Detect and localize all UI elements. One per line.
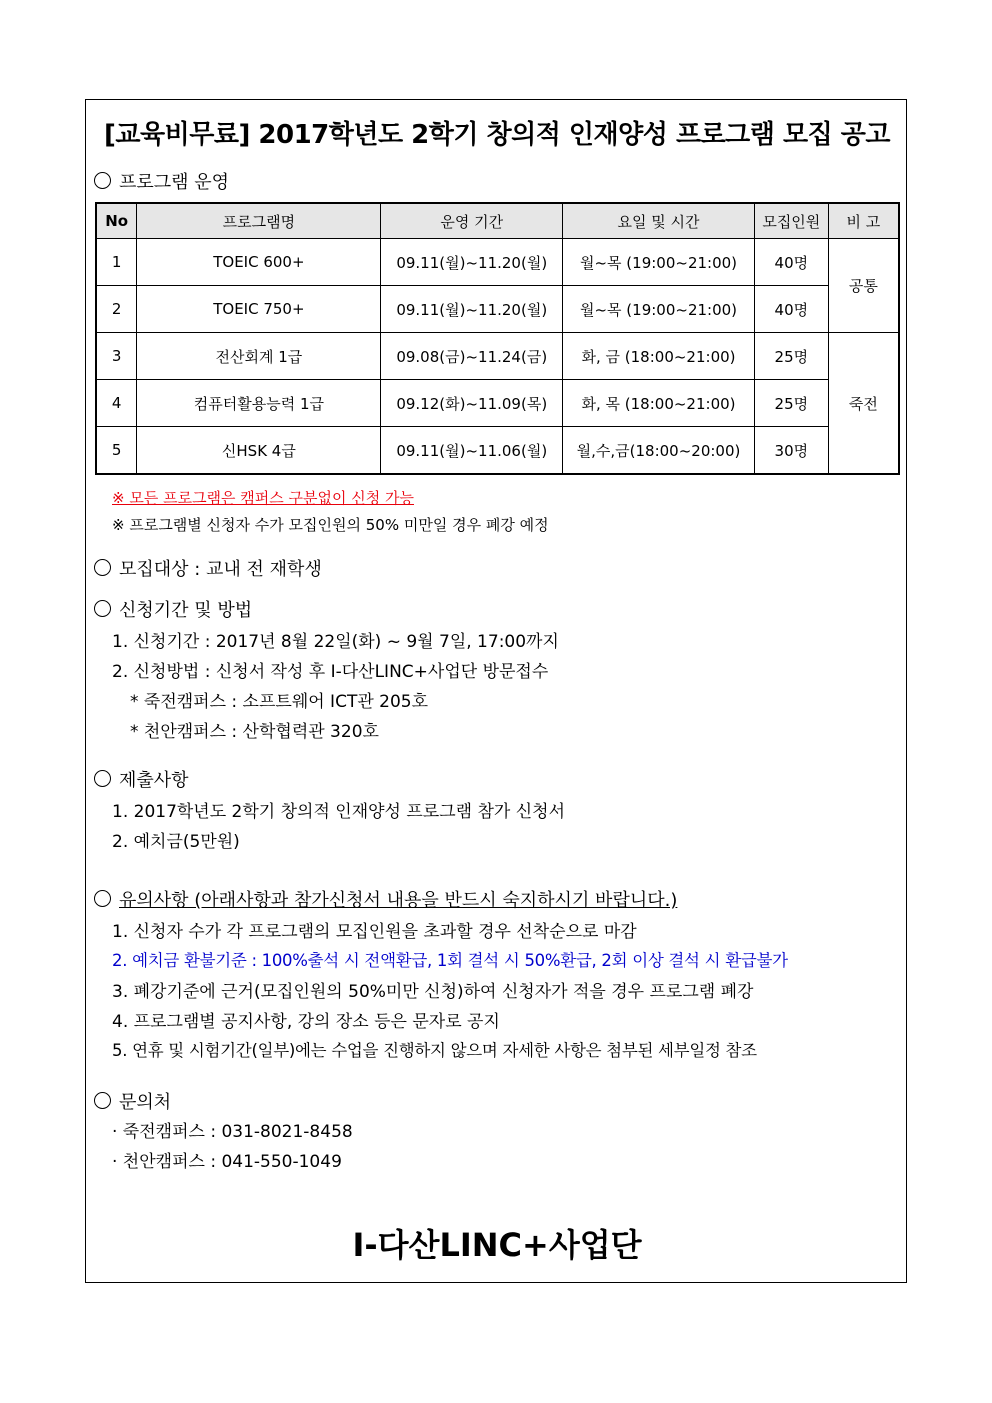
cell-name: 전산회계 1급 [137,333,381,380]
apply-cheonan: * 천안캠퍼스 : 산학협력관 320호 [130,722,379,742]
caution-item: 5. 연휴 및 시험기간(일부)에는 수업을 진행하지 않으며 자세한 사항은 첨부된 세부일정 참조 [112,1041,757,1060]
cell-name: TOEIC 600+ [137,239,381,286]
cell-period: 09.08(금)~11.24(금) [381,333,563,380]
caution-refund: 2. 예치금 환불기준 : 100%출석 시 전액환급, 1회 결석 시 50%환급, 2회 이상 결석 시 환급불가 [112,951,788,970]
section-caution-heading: 유의사항 (아래사항과 참가신청서 내용을 반드시 숙지하시기 바랍니다.) [94,886,677,912]
cell-capacity: 30명 [754,427,828,475]
cell-name: 신HSK 4급 [137,427,381,475]
cell-no: 4 [96,380,137,427]
section-contact-heading: 문의처 [94,1088,171,1114]
cell-time: 월~목 (19:00~21:00) [563,239,755,286]
cell-remark: 죽전 [828,333,899,475]
page-title: [교육비무료] 2017학년도 2학기 창의적 인재양성 프로그램 모집 공고 [104,120,890,150]
cell-period: 09.11(월)~11.06(월) [381,427,563,475]
circle-bullet-icon [94,770,111,787]
section-target: 모집대상 : 교내 전 재학생 [94,555,322,581]
cell-time: 월~목 (19:00~21:00) [563,286,755,333]
cell-period: 09.12(화)~11.09(목) [381,380,563,427]
section-program-heading: 프로그램 운영 [94,168,229,194]
circle-bullet-icon [94,172,111,189]
cell-time: 화, 목 (18:00~21:00) [563,380,755,427]
contact-cheonan: · 천안캠퍼스 : 041-550-1049 [112,1152,342,1172]
caution-item: 3. 폐강기준에 근거(모집인원의 50%미만 신청)하여 신청자가 적을 경우 프로그램 폐강 [112,982,754,1002]
col-header-period: 운영 기간 [381,203,563,239]
col-header-remark: 비 고 [828,203,899,239]
circle-bullet-icon [94,1092,111,1109]
col-header-no: No [96,203,137,239]
section-apply-heading: 신청기간 및 방법 [94,596,252,622]
cell-time: 월,수,금(18:00~20:00) [563,427,755,475]
note-cancel: ※ 프로그램별 신청자 수가 모집인원의 50% 미만일 경우 폐강 예정 [112,516,549,534]
cell-no: 1 [96,239,137,286]
cell-name: TOEIC 750+ [137,286,381,333]
col-header-capacity: 모집인원 [754,203,828,239]
col-header-name: 프로그램명 [137,203,381,239]
cell-no: 5 [96,427,137,475]
cell-no: 3 [96,333,137,380]
submit-item: 1. 2017학년도 2학기 창의적 인재양성 프로그램 참가 신청서 [112,802,565,822]
table-row [96,239,899,286]
cell-capacity: 40명 [754,239,828,286]
cell-capacity: 25명 [754,333,828,380]
apply-method: 2. 신청방법 : 신청서 작성 후 I-다산LINC+사업단 방문접수 [112,662,549,682]
cell-name: 컴퓨터활용능력 1급 [137,380,381,427]
cell-no: 2 [96,286,137,333]
circle-bullet-icon [94,890,111,907]
table-row [96,333,899,380]
table-row [96,286,899,333]
caution-item: 1. 신청자 수가 각 프로그램의 모집인원을 초과할 경우 선착순으로 마감 [112,922,637,942]
program-table [95,202,900,475]
cell-time: 화, 금 (18:00~21:00) [563,333,755,380]
table-row [96,427,899,475]
contact-jukjeon: · 죽전캠퍼스 : 031-8021-8458 [112,1122,353,1142]
cell-period: 09.11(월)~11.20(월) [381,239,563,286]
notice-frame [85,99,907,1283]
cell-capacity: 25명 [754,380,828,427]
cell-remark: 공통 [828,239,899,333]
table-header-row [96,203,899,239]
section-submit-heading: 제출사항 [94,766,189,792]
note-red: ※ 모든 프로그램은 캠퍼스 구분없이 신청 가능 [112,489,414,507]
organization-name: I-다산LINC+사업단 [352,1226,642,1264]
submit-item: 2. 예치금(5만원) [112,832,240,852]
table-row [96,380,899,427]
apply-jukjeon: * 죽전캠퍼스 : 소프트웨어 ICT관 205호 [130,692,429,712]
caution-item: 4. 프로그램별 공지사항, 강의 장소 등은 문자로 공지 [112,1012,500,1032]
apply-period: 1. 신청기간 : 2017년 8월 22일(화) ~ 9월 7일, 17:00까지 [112,632,559,652]
circle-bullet-icon [94,600,111,617]
col-header-time: 요일 및 시간 [563,203,755,239]
circle-bullet-icon [94,559,111,576]
cell-capacity: 40명 [754,286,828,333]
cell-period: 09.11(월)~11.20(월) [381,286,563,333]
